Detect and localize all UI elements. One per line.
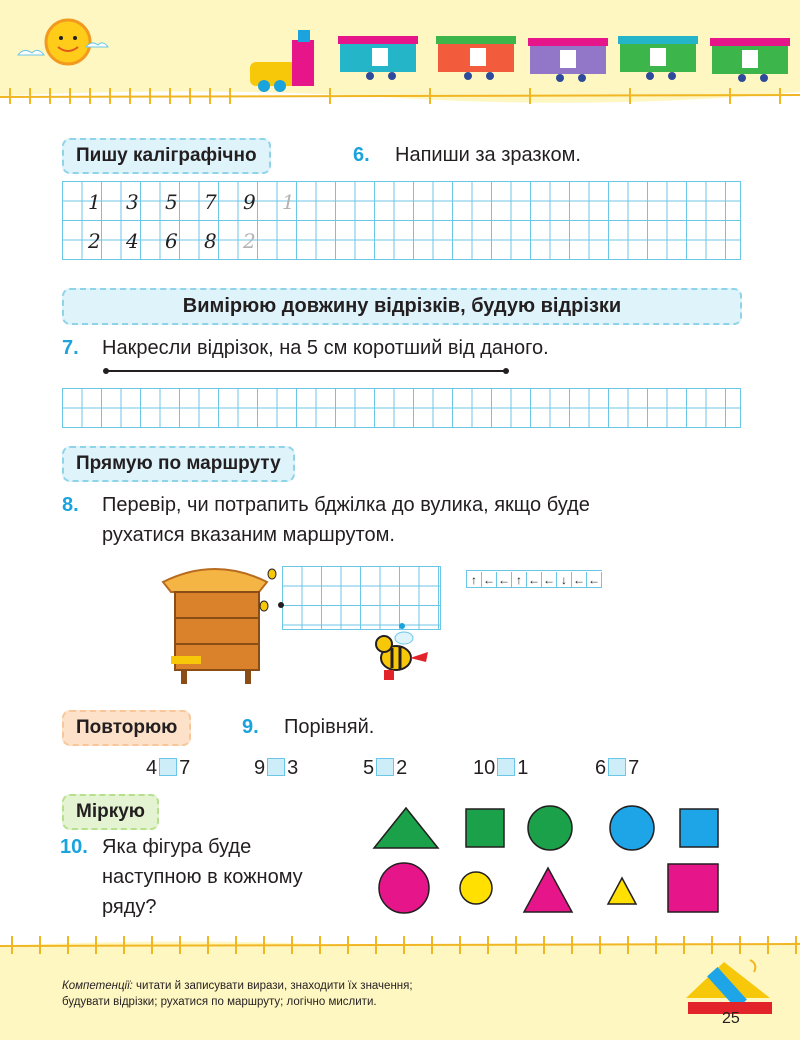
square-shape: [668, 864, 718, 912]
route-arrow: ↑: [467, 572, 482, 588]
section-label-think: Міркую: [62, 794, 159, 830]
section-label-segments: Вимірюю довжину відрізків, будую відрізки: [62, 288, 742, 325]
route-arrow: ←: [543, 573, 555, 587]
sample-digit: 2: [88, 229, 101, 253]
square-shape: [680, 809, 718, 847]
task-10-line-3: ряду?: [102, 896, 157, 918]
task-10-line-1: Яка фігура буде: [102, 836, 252, 858]
small-bee-icon: [266, 566, 278, 580]
answer-box[interactable]: [497, 758, 515, 776]
circle-shape: [379, 863, 429, 913]
comparison-left: 10: [473, 757, 496, 779]
route-start-dot: [276, 600, 286, 610]
task-10-text: [102, 832, 362, 922]
comparison-right: 3: [287, 757, 299, 779]
sample-digit: 1: [88, 190, 101, 214]
answer-box[interactable]: [376, 758, 394, 776]
sample-digit: 8: [204, 229, 217, 253]
comparison-right: 1: [517, 757, 529, 779]
comparison-item: [363, 757, 407, 780]
circle-shape: [610, 806, 654, 850]
route-arrow: ↑: [512, 572, 527, 588]
answer-box[interactable]: [159, 758, 177, 776]
sample-digit: 5: [165, 190, 178, 214]
comparison-item: [146, 757, 190, 780]
task-7-number: 7.: [62, 337, 79, 359]
small-bee-icon: [258, 598, 270, 612]
task-8-line-2: рухатися вказаним маршрутом.: [102, 524, 395, 546]
train-illustration: [0, 0, 800, 112]
sample-digit: 3: [126, 190, 139, 214]
task-8-text: [102, 490, 742, 550]
comparison-item: [473, 757, 528, 780]
circle-shape: [460, 872, 492, 904]
segment-drawing-grid: [62, 388, 741, 428]
footer-label: Компетенції:: [62, 980, 133, 992]
shape-sequence: [370, 800, 730, 930]
task-6-number: 6.: [353, 144, 370, 166]
section-label-repeat: Повторюю: [62, 710, 191, 746]
footer-text-2: будувати відрізки; рухатися по маршруту; логічно мислити.: [62, 996, 377, 1008]
sample-digit: 7: [204, 190, 217, 214]
triangle-shape: [374, 808, 438, 848]
route-arrow: ←: [588, 573, 600, 587]
task-7-text: Накресли відрізок, на 5 см коротший від даного.: [102, 337, 549, 359]
page-number: 25: [722, 1010, 740, 1027]
footer-competencies: [62, 978, 582, 1010]
route-arrow: ↓: [557, 572, 572, 588]
route-arrow: ←: [483, 573, 495, 587]
comparison-left: 6: [595, 757, 607, 779]
triangle-shape: [524, 868, 572, 912]
task-6-text: Напиши за зразком.: [395, 144, 581, 166]
route-arrow: ←: [573, 573, 585, 587]
route-grid: [282, 566, 441, 630]
task-8-line-1: Перевір, чи потрапить бджілка до вулика, якщо буде: [102, 494, 590, 516]
comparison-left: 5: [363, 757, 375, 779]
comparison-right: 7: [628, 757, 640, 779]
task-10-line-2: наступною в кожному: [102, 866, 303, 888]
comparison-right: 2: [396, 757, 408, 779]
trace-digit: 2: [243, 229, 256, 253]
answer-box[interactable]: [267, 758, 285, 776]
section-label-calligraphy: Пишу каліграфічно: [62, 138, 271, 174]
task-9-text: Порівняй.: [284, 716, 375, 738]
trace-digit: 1: [282, 190, 295, 214]
sample-digit: 6: [165, 229, 178, 253]
route-instructions: [466, 570, 602, 588]
bee-image: [372, 628, 434, 686]
task-10-number: 10.: [60, 836, 88, 858]
sample-digit: 9: [243, 190, 256, 214]
sample-digit: 4: [126, 229, 139, 253]
calligraphy-grid: [62, 181, 741, 260]
triangle-shape: [608, 878, 636, 904]
task-8-number: 8.: [62, 494, 79, 516]
beehive-image: [155, 560, 275, 690]
circle-shape: [528, 806, 572, 850]
comparison-left: 9: [254, 757, 266, 779]
route-arrow: ←: [498, 573, 510, 587]
section-label-route: Прямую по маршруту: [62, 446, 295, 482]
given-segment: [100, 364, 520, 378]
square-shape: [466, 809, 504, 847]
comparison-right: 7: [179, 757, 191, 779]
sun-icon: [46, 20, 90, 64]
comparison-left: 4: [146, 757, 158, 779]
footer-text-1: читати й записувати вирази, знаходити їх значення;: [132, 980, 413, 992]
comparison-item: [254, 757, 298, 780]
answer-box[interactable]: [608, 758, 626, 776]
comparison-item: [595, 757, 639, 780]
task-9-number: 9.: [242, 716, 259, 738]
fence-decoration: [0, 932, 800, 960]
route-arrow: ←: [528, 573, 540, 587]
